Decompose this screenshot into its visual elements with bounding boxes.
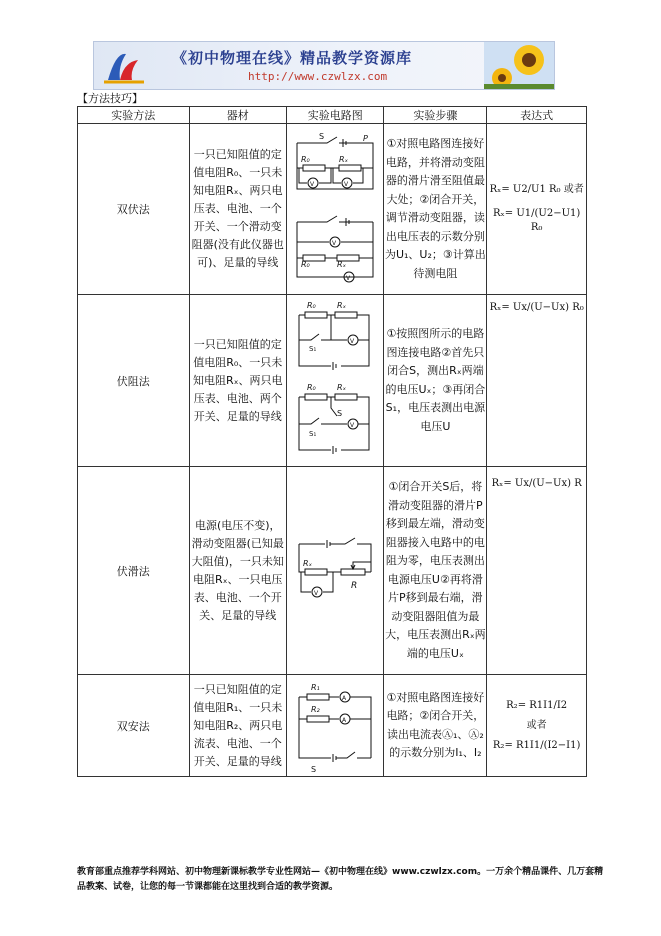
table-row — [78, 675, 587, 777]
svg-text:S: S — [337, 408, 343, 418]
sunflower-icon — [484, 42, 554, 90]
equipment-cell: 一只已知阻值的定值电阻R₀、一只未知电阻Rₓ、两只电压表、电池、一个开关、一个滑动变阻器(没有此仪器也可)、足量的导线 — [189, 124, 286, 295]
svg-text:V: V — [350, 421, 355, 429]
svg-text:S₁: S₁ — [309, 429, 317, 438]
svg-text:P: P — [363, 133, 369, 143]
expression-or: 或者 — [526, 719, 547, 731]
circuit-diagram-double-voltmeter — [291, 127, 379, 292]
steps-cell: ①对照电路图连接好电路，并将滑动变阻器的滑片滑至阻值最大处；②闭合开关，调节滑动变阻器，读出电压表的示数分别为U₁、U₂；③计算出待测电阻 — [384, 124, 487, 295]
svg-text:V: V — [332, 239, 337, 247]
banner-title: 《初中物理在线》精品教学资源库 — [172, 49, 413, 67]
svg-text:Rₓ: Rₓ — [337, 382, 347, 392]
expression-line-1: Rₓ= Ux/(U−Ux) R — [491, 478, 582, 489]
svg-text:R₀: R₀ — [301, 154, 310, 164]
expression-cell — [487, 295, 587, 467]
table-row — [78, 295, 587, 467]
steps-cell: ①对照电路图连接好电路；②闭合开关，读出电流表Ⓐ₁、Ⓐ₂的示数分别为I₁、I₂ — [384, 675, 487, 777]
circuit-diagram-cell — [286, 124, 383, 295]
svg-text:S: S — [311, 764, 317, 774]
svg-text:R: R — [351, 580, 358, 591]
expression-cell — [487, 467, 587, 675]
steps-cell: ①闭合开关S后，将滑动变阻器的滑片P移到最左端，滑动变阻器接入电路中的电阻为零，电压表测出电源电压U②再将滑片P移到最右端，滑动变阻器阻值为最大，电压表测出Rₓ两端的电压Uₓ — [384, 467, 487, 675]
svg-text:V: V — [344, 180, 349, 188]
circuit-diagram-voltmeter-resistor — [291, 298, 379, 464]
method-cell: 双伏法 — [78, 124, 190, 295]
svg-text:R₁: R₁ — [311, 682, 320, 692]
equipment-cell: 电源(电压不变)，滑动变阻器(已知最大阻值)，一只未知电阻Rₓ、一只电压表、电池、一个开关、足量的导线 — [189, 467, 286, 675]
svg-text:S₁: S₁ — [309, 344, 317, 353]
svg-text:R₂: R₂ — [311, 704, 320, 714]
expression-cell — [487, 124, 587, 295]
header-steps: 实验步骤 — [384, 107, 487, 124]
table-row — [78, 467, 587, 675]
svg-text:Rₓ: Rₓ — [337, 259, 347, 269]
svg-text:R₀: R₀ — [307, 382, 316, 392]
expression-line-2: Rₓ= U1/(U2−U1) R₀ — [493, 208, 581, 233]
svg-text:V: V — [310, 180, 315, 188]
banner-url[interactable]: http://www.czwlzx.com — [248, 70, 388, 83]
equipment-cell: 一只已知阻值的定值电阻R₀、一只未知电阻Rₓ、两只电压表、电池、两个开关、足量的导线 — [189, 295, 286, 467]
svg-text:V: V — [314, 589, 319, 597]
svg-text:R₀: R₀ — [301, 259, 310, 269]
table-header-row — [78, 107, 587, 124]
expression-line-1: Rₓ= U2/U1 R₀ 或者 — [489, 184, 584, 195]
header-method: 实验方法 — [78, 107, 190, 124]
header-banner — [93, 41, 555, 90]
header-circuit: 实验电路图 — [286, 107, 383, 124]
section-label: 【方法技巧】 — [77, 92, 143, 105]
header-equipment: 器材 — [189, 107, 286, 124]
expression-line-2: R₂= R1I1/(I2−I1) — [492, 739, 581, 751]
footer-text: 教育部重点推荐学科网站、初中物理新课标教学专业性网站—《初中物理在线》www.czwlzx.com。一万余个精品课件、几万套精品教案、试卷，让您的每一节课都能在这里找到合适的教学资源。 — [77, 867, 604, 892]
table-row — [78, 124, 587, 295]
methods-table — [77, 106, 587, 777]
circuit-diagram-cell — [286, 675, 383, 777]
expression-line-1: Rₓ= Ux/(U−Ux) R₀ — [489, 302, 584, 313]
steps-cell: ①按照图所示的电路图连接电路②首先只闭合S，测出Rₓ两端的电压Uₓ；③再闭合S₁，电压表测出电源电压U — [384, 295, 487, 467]
site-logo-icon — [102, 46, 146, 86]
circuit-diagram-double-ammeter — [291, 678, 379, 774]
equipment-cell: 一只已知阻值的定值电阻R₁、一只未知电阻R₂、两只电流表、电池、一个开关、足量的导线 — [189, 675, 286, 777]
svg-text:A: A — [342, 716, 347, 724]
circuit-diagram-cell — [286, 467, 383, 675]
method-cell: 双安法 — [78, 675, 190, 777]
svg-text:Rₓ: Rₓ — [303, 558, 313, 568]
svg-text:A: A — [342, 694, 347, 702]
svg-text:Rₓ: Rₓ — [339, 154, 349, 164]
method-cell: 伏阻法 — [78, 295, 190, 467]
circuit-diagram-cell — [286, 295, 383, 467]
svg-text:S: S — [319, 131, 325, 141]
header-expression: 表达式 — [487, 107, 587, 124]
method-cell: 伏滑法 — [78, 467, 190, 675]
svg-text:Rₓ: Rₓ — [337, 300, 347, 310]
expression-line-1: R₂= R1I1/I2 — [506, 699, 568, 711]
expression-cell — [487, 675, 587, 777]
svg-text:V: V — [350, 337, 355, 345]
svg-text:V: V — [346, 274, 351, 282]
svg-text:R₀: R₀ — [307, 300, 316, 310]
circuit-diagram-voltmeter-rheostat — [291, 536, 379, 606]
